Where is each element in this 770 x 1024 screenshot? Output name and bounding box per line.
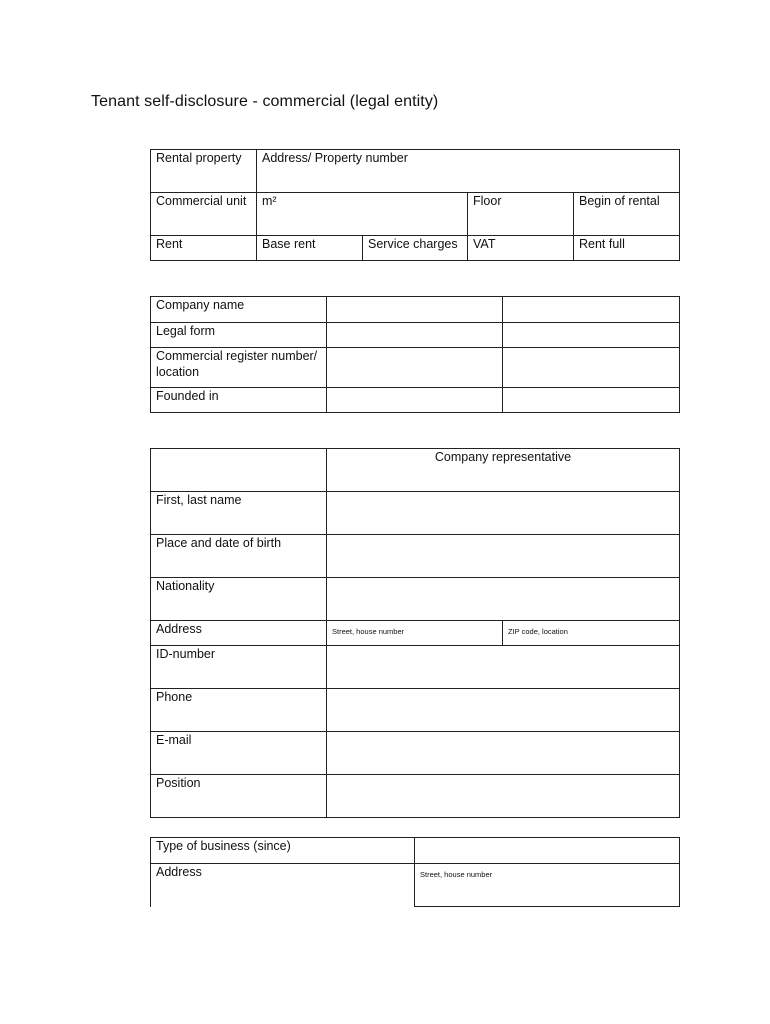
service-charges-field[interactable]: Service charges bbox=[363, 236, 468, 261]
rental-property-label: Rental property bbox=[151, 150, 257, 193]
first-last-name-field[interactable] bbox=[327, 492, 680, 535]
rent-label: Rent bbox=[151, 236, 257, 261]
business-address-label: Address bbox=[151, 864, 415, 907]
type-of-business-field[interactable] bbox=[415, 838, 680, 864]
floor-field[interactable]: Floor bbox=[468, 193, 574, 236]
id-number-field[interactable] bbox=[327, 646, 680, 689]
zip-location-field[interactable]: ZIP code, location bbox=[503, 621, 680, 646]
commercial-register-field[interactable] bbox=[327, 348, 503, 388]
first-last-name-label: First, last name bbox=[151, 492, 327, 535]
founded-in-field-2[interactable] bbox=[503, 388, 680, 413]
commercial-register-field-2[interactable] bbox=[503, 348, 680, 388]
m2-field[interactable]: m² bbox=[257, 193, 468, 236]
vat-field[interactable]: VAT bbox=[468, 236, 574, 261]
address-property-number-field[interactable]: Address/ Property number bbox=[257, 150, 680, 193]
nationality-field[interactable] bbox=[327, 578, 680, 621]
company-table bbox=[150, 296, 680, 413]
company-name-label: Company name bbox=[151, 297, 327, 323]
position-label: Position bbox=[151, 775, 327, 818]
founded-in-field[interactable] bbox=[327, 388, 503, 413]
email-field[interactable] bbox=[327, 732, 680, 775]
representative-corner-cell bbox=[151, 449, 327, 492]
address-label: Address bbox=[151, 621, 327, 646]
commercial-unit-label: Commercial unit bbox=[151, 193, 257, 236]
page-title: Tenant self-disclosure - commercial (legal entity) bbox=[91, 93, 439, 110]
business-table bbox=[150, 837, 680, 907]
email-label: E-mail bbox=[151, 732, 327, 775]
representative-table bbox=[150, 448, 680, 818]
company-representative-header: Company representative bbox=[327, 449, 680, 492]
phone-field[interactable] bbox=[327, 689, 680, 732]
nationality-label: Nationality bbox=[151, 578, 327, 621]
place-date-birth-field[interactable] bbox=[327, 535, 680, 578]
phone-label: Phone bbox=[151, 689, 327, 732]
id-number-label: ID-number bbox=[151, 646, 327, 689]
position-field[interactable] bbox=[327, 775, 680, 818]
company-name-field-2[interactable] bbox=[503, 297, 680, 323]
legal-form-field[interactable] bbox=[327, 323, 503, 348]
place-date-birth-label: Place and date of birth bbox=[151, 535, 327, 578]
business-street-house-number-field[interactable]: Street, house number bbox=[415, 864, 680, 907]
base-rent-field[interactable]: Base rent bbox=[257, 236, 363, 261]
type-of-business-label: Type of business (since) bbox=[151, 838, 415, 864]
commercial-register-label: Commercial register number/ location bbox=[151, 348, 327, 388]
legal-form-field-2[interactable] bbox=[503, 323, 680, 348]
legal-form-label: Legal form bbox=[151, 323, 327, 348]
rent-full-field[interactable]: Rent full bbox=[574, 236, 680, 261]
company-name-field[interactable] bbox=[327, 297, 503, 323]
rental-table bbox=[150, 149, 680, 261]
founded-in-label: Founded in bbox=[151, 388, 327, 413]
street-house-number-field[interactable]: Street, house number bbox=[327, 621, 503, 646]
begin-of-rental-field[interactable]: Begin of rental bbox=[574, 193, 680, 236]
